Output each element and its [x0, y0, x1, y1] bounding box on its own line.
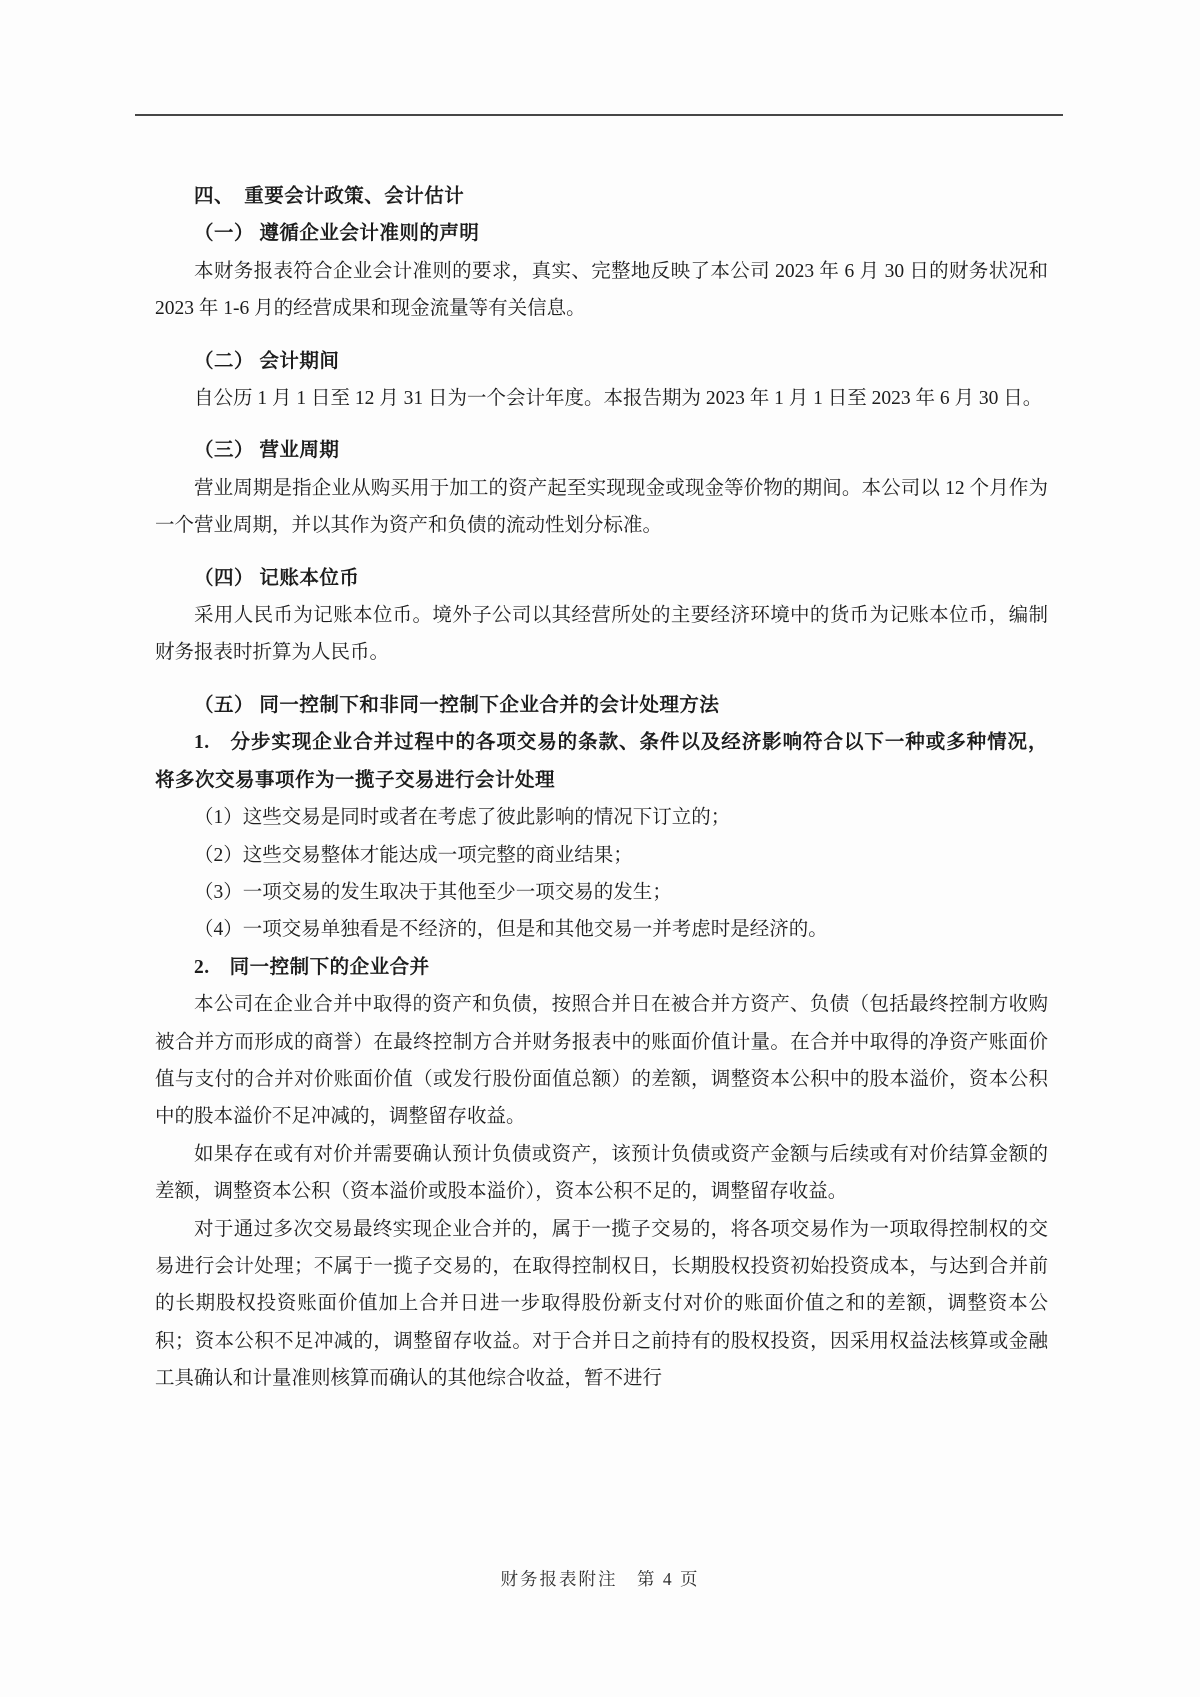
subsection-heading-4: （四） 记账本位币 [194, 567, 360, 589]
paragraph-operating-cycle: 营业周期是指企业从购买用于加工的资产起至实现现金或现金等价物的期间。本公司以 12 个月作为一个营业周期，并以其作为资产和负债的流动性划分标准。 [155, 477, 1048, 537]
paragraph-accounting-standards: 本财务报表符合企业会计准则的要求，真实、完整地反映了本公司 2023 年 6 月 30 日的财务状况和 2023 年 1-6 月的经营成果和现金流量等有关信息。 [155, 260, 1048, 320]
list-item-3: （3）一项交易的发生取决于其他至少一项交易的发生； [194, 881, 672, 903]
section-heading-main: 四、 重要会计政策、会计估计 [194, 186, 465, 207]
list-item-1: （1）这些交易是同时或者在考虑了彼此影响的情况下订立的； [194, 807, 731, 829]
page-footer: 财务报表附注 第 4 页 [500, 1569, 700, 1589]
paragraph-accounting-period: 自公历 1 月 1 日至 12 月 31 日为一个会计年度。本报告期为 2023 年 1 月 1 日至 2023 年 6 月 30 日。 [194, 388, 1043, 410]
subsection-heading-3: （三） 营业周期 [194, 440, 340, 462]
header-divider [135, 114, 1063, 116]
document-body [155, 178, 1048, 1398]
paragraph-step-acquisition: 对于通过多次交易最终实现企业合并的，属于一揽子交易的，将各项交易作为一项取得控制权的交易进行会计处理；不属于一揽子交易的，在取得控制权日，长期股权投资初始投资成本，与达到合并前的长期股权投资账面价值加上合并日进一步取得股份新支付对价的账面价值之和的差额，调整资本公积；资本公积不足冲减的，调整留存收益。对于合并日之前持有的股权投资，因采用权益法核算或金融工具确认和计量准则核算而确认的其他综合收益，暂不进行 [155, 1218, 1048, 1390]
subsection-heading-5: （五） 同一控制下和非同一控制下企业合并的会计处理方法 [194, 694, 720, 716]
paragraph-contingent-consideration: 如果存在或有对价并需要确认预计负债或资产，该预计负债或资产金额与后续或有对价结算金额的差额，调整资本公积（资本溢价或股本溢价），资本公积不足的，调整留存收益。 [155, 1143, 1048, 1203]
list-item-4: （4）一项交易单独看是不经济的，但是和其他交易一并考虑时是经济的。 [194, 919, 828, 941]
list-item-2: （2）这些交易整体才能达成一项完整的商业结果； [194, 844, 633, 866]
paragraph-merger-same-control: 本公司在企业合并中取得的资产和负债，按照合并日在被合并方资产、负债（包括最终控制方收购被合并方而形成的商誉）在最终控制方合并财务报表中的账面价值计量。在合并中取得的净资产账面价值与支付的合并对价账面价值（或发行股份面值总额）的差额，调整资本公积中的股本溢价，资本公积中的股本溢价不足冲减的，调整留存收益。 [155, 994, 1048, 1128]
numbered-heading-1: 1. 分步实现企业合并过程中的各项交易的条款、条件以及经济影响符合以下一种或多种情况，将多次交易事项作为一揽子交易进行会计处理 [155, 732, 1048, 791]
subsection-heading-2: （二） 会计期间 [194, 350, 340, 372]
numbered-heading-2: 2. 同一控制下的企业合并 [194, 956, 430, 978]
subsection-heading-1: （一） 遵循企业会计准则的声明 [194, 223, 480, 245]
paragraph-functional-currency: 采用人民币为记账本位币。境外子公司以其经营所处的主要经济环境中的货币为记账本位币，编制财务报表时折算为人民币。 [155, 605, 1048, 664]
